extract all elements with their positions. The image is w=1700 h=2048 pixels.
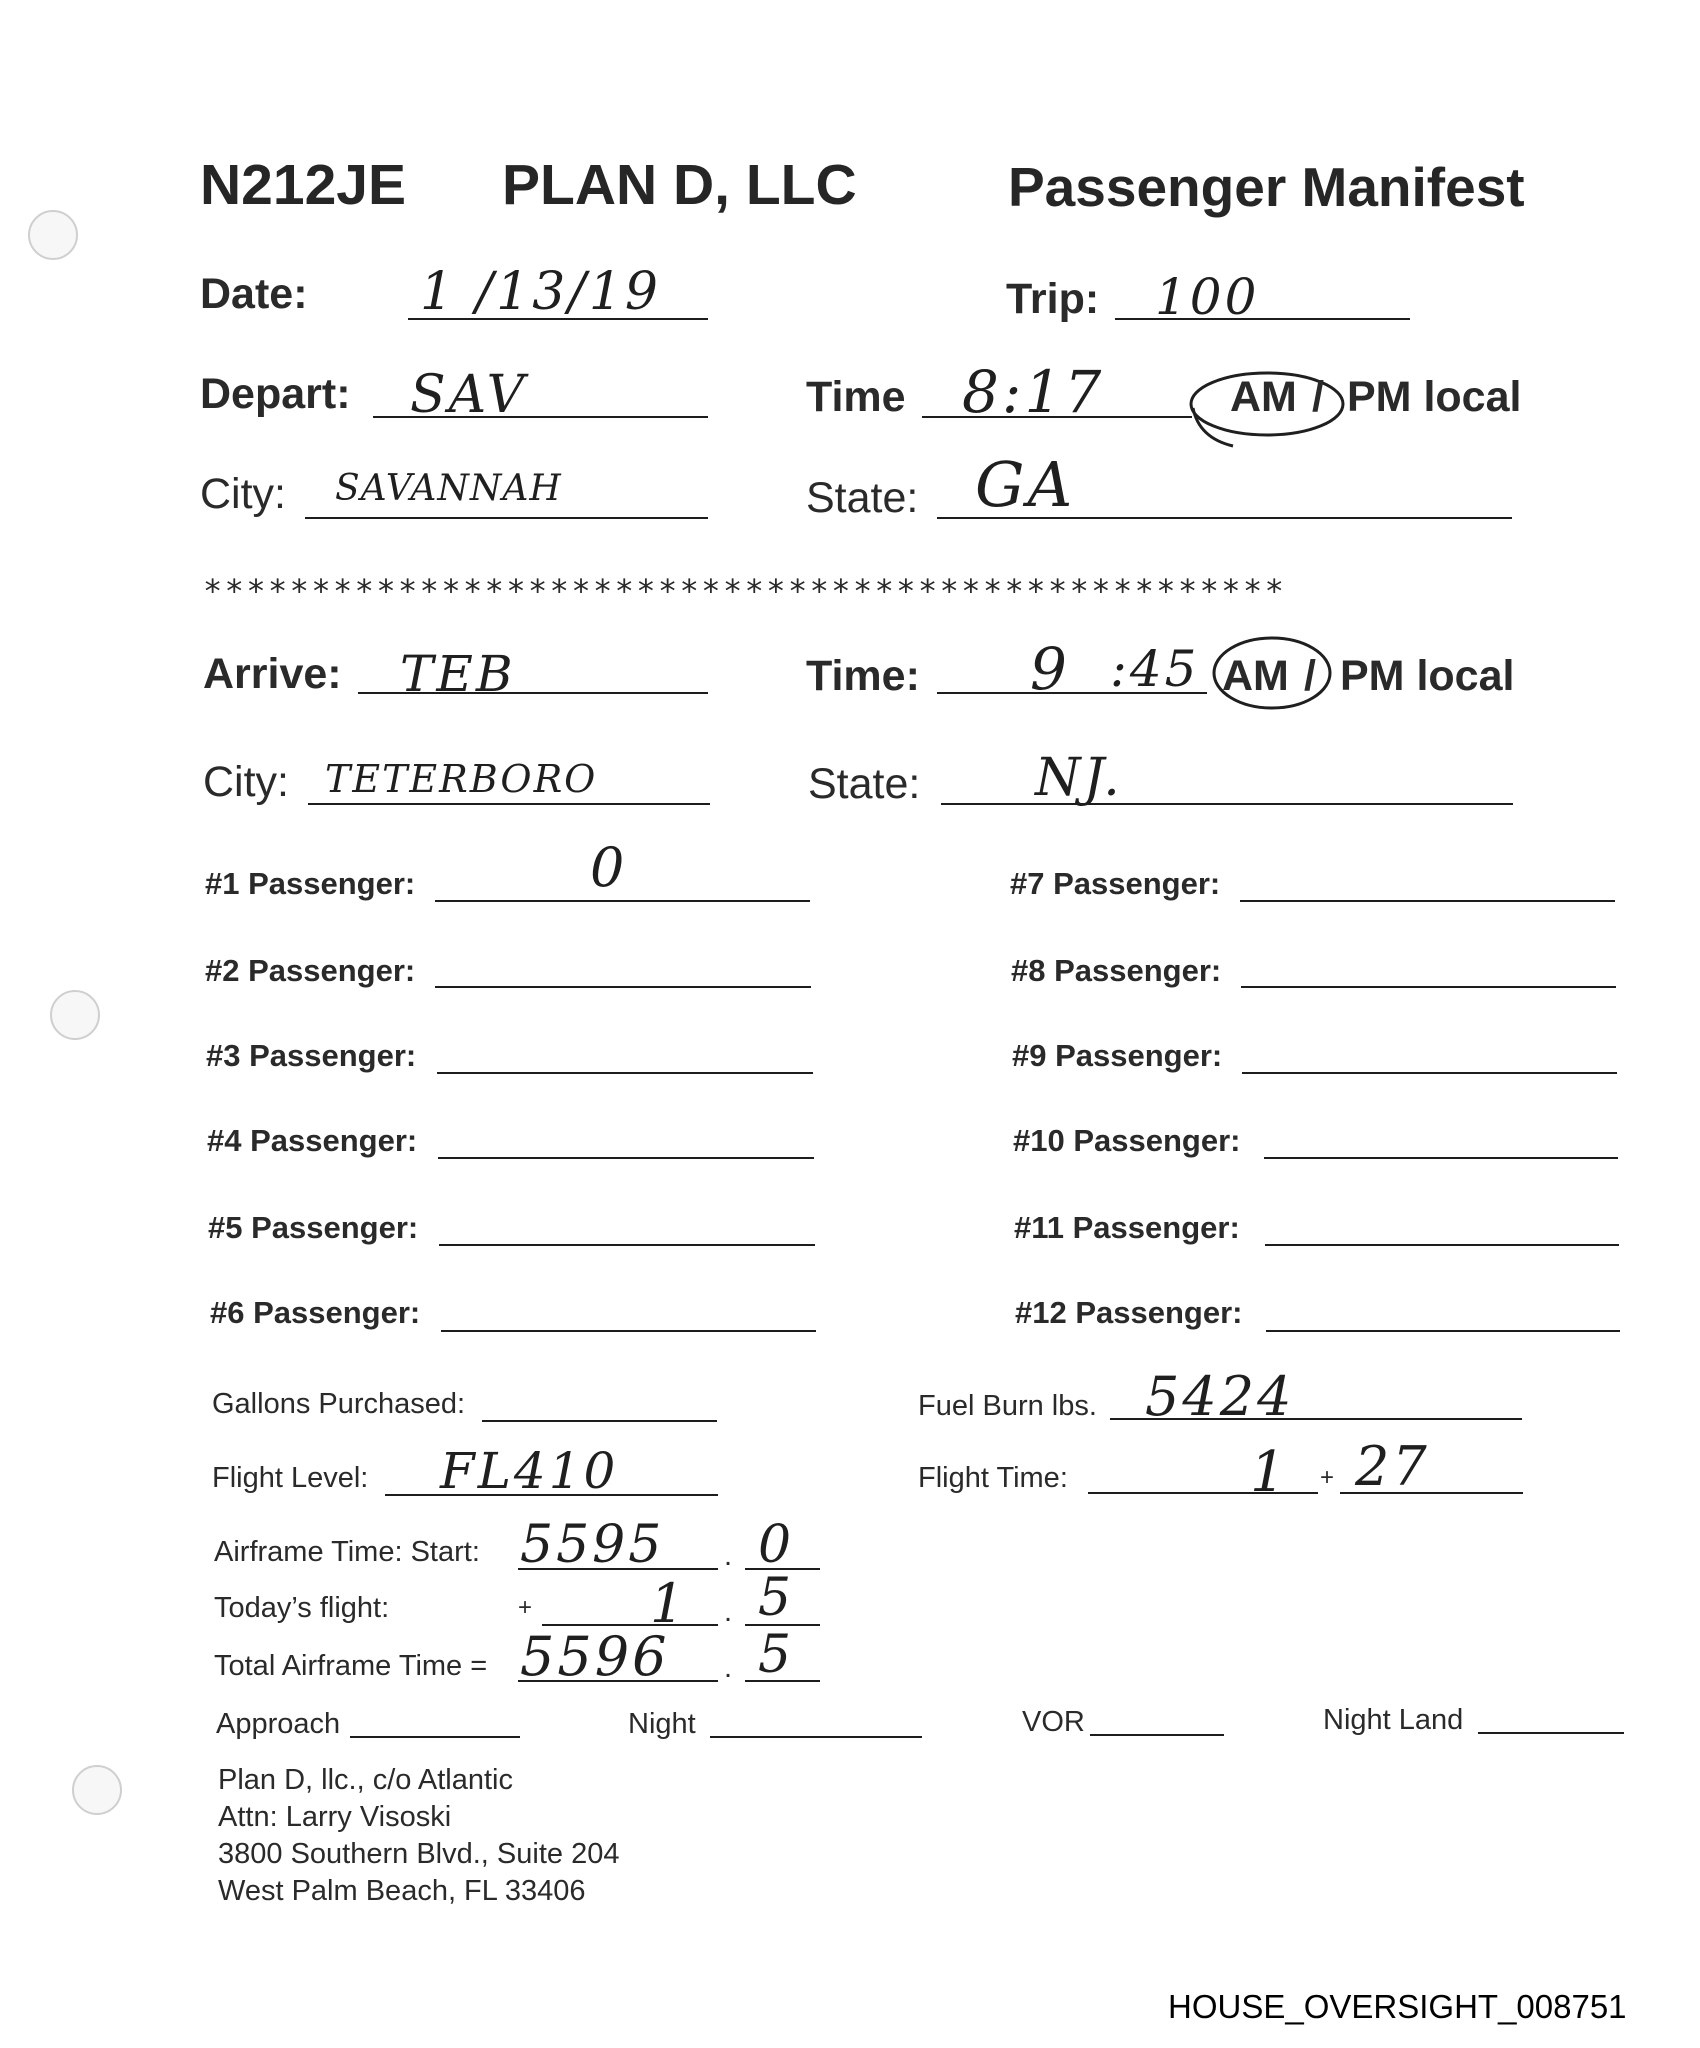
binder-hole-middle [50, 990, 100, 1040]
arrive-state-label: State: [808, 760, 921, 808]
passenger-12-label: #12 Passenger: [1015, 1295, 1243, 1330]
arrive-city-value[interactable]: TETERBORO [325, 757, 598, 801]
night-line [710, 1736, 922, 1738]
passenger-10-label: #10 Passenger: [1013, 1123, 1241, 1158]
flight-level-value[interactable]: FL410 [440, 1442, 619, 1500]
total-airframe-whole[interactable]: 5596 [520, 1625, 670, 1688]
date-label: Date: [200, 270, 308, 318]
airframe-start-whole[interactable]: 5595 [520, 1515, 665, 1575]
depart-state-value[interactable]: GA [975, 448, 1076, 521]
date-value[interactable]: 1 /13/19 [420, 262, 661, 322]
today-flight-whole[interactable]: 1 [650, 1572, 688, 1635]
address-line-3: 3800 Southern Blvd., Suite 204 [218, 1838, 620, 1870]
arrive-city-label: City: [203, 758, 289, 806]
arrive-state-line [941, 803, 1513, 805]
depart-city-value[interactable]: SAVANNAH [335, 468, 562, 509]
vor-line [1090, 1734, 1224, 1736]
arrive-city-line [308, 803, 710, 805]
passenger-1-label: #1 Passenger: [205, 866, 416, 901]
passenger-1-value[interactable]: 0 [590, 836, 628, 899]
night-land-label: Night Land [1323, 1704, 1464, 1736]
address-line-2: Attn: Larry Visoski [218, 1801, 452, 1833]
depart-state-label: State: [806, 474, 919, 522]
passenger-5-line [439, 1244, 815, 1246]
separator-stars: ************************************************** [203, 572, 1287, 610]
flight-time-hours[interactable]: 1 [1250, 1440, 1289, 1505]
gallons-line [482, 1420, 717, 1422]
passenger-3-line [437, 1072, 813, 1074]
total-airframe-dec[interactable]: 5 [758, 1625, 795, 1685]
page-title: Passenger Manifest [1008, 156, 1525, 218]
passenger-11-label: #11 Passenger: [1014, 1210, 1240, 1245]
depart-value[interactable]: SAV [410, 365, 528, 425]
flight-level-label: Flight Level: [212, 1462, 369, 1494]
passenger-9-label: #9 Passenger: [1012, 1038, 1223, 1073]
airframe-start-dec[interactable]: 0 [758, 1515, 795, 1575]
arrive-label: Arrive: [203, 650, 342, 698]
approach-line [350, 1736, 520, 1738]
passenger-8-label: #8 Passenger: [1011, 953, 1222, 988]
passenger-1-line [435, 900, 810, 902]
binder-hole-top [28, 210, 78, 260]
depart-time-value[interactable]: 8:17 [962, 358, 1105, 426]
today-flight-dot: . [724, 1596, 733, 1628]
fuel-burn-label: Fuel Burn lbs. [918, 1390, 1097, 1422]
airframe-start-label: Airframe Time: Start: [214, 1536, 480, 1568]
passenger-8-line [1241, 986, 1616, 988]
passenger-10-line [1264, 1157, 1618, 1159]
vor-label: VOR [1022, 1706, 1085, 1738]
address-line-1: Plan D, llc., c/o Atlantic [218, 1764, 513, 1796]
passenger-12-line [1266, 1330, 1620, 1332]
bates-number: HOUSE_OVERSIGHT_008751 [1168, 1988, 1627, 2025]
address-block [218, 1762, 619, 1910]
depart-city-label: City: [200, 470, 286, 518]
depart-city-line [305, 517, 708, 519]
passenger-2-label: #2 Passenger: [205, 953, 416, 988]
arrive-time-minutes[interactable]: :45 [1110, 640, 1200, 698]
total-airframe-dot: . [724, 1652, 733, 1684]
flight-time-label: Flight Time: [918, 1462, 1068, 1494]
passenger-7-line [1240, 900, 1615, 902]
passenger-6-label: #6 Passenger: [210, 1295, 421, 1330]
fuel-burn-value[interactable]: 5424 [1145, 1365, 1295, 1428]
arrive-time-label: Time: [806, 652, 920, 700]
address-line-4: West Palm Beach, FL 33406 [218, 1875, 586, 1907]
arrive-pm-local: PM local [1340, 652, 1515, 700]
depart-time-label: Time [806, 373, 906, 421]
passenger-11-line [1265, 1244, 1619, 1246]
arrive-am: AM [1222, 652, 1289, 700]
passenger-6-line [441, 1330, 816, 1332]
today-flight-plus: + [518, 1594, 533, 1621]
airframe-start-dot: . [724, 1540, 733, 1572]
arrive-state-value[interactable]: NJ. [1035, 748, 1123, 808]
passenger-7-label: #7 Passenger: [1010, 866, 1221, 901]
arrive-time-hour[interactable]: 9 [1030, 635, 1070, 703]
today-flight-dec[interactable]: 5 [758, 1568, 795, 1628]
flight-time-minutes[interactable]: 27 [1355, 1435, 1430, 1498]
arrive-slash: / [1304, 652, 1316, 700]
passenger-4-label: #4 Passenger: [207, 1123, 418, 1158]
depart-am: AM [1230, 373, 1297, 421]
trip-label: Trip: [1006, 275, 1100, 323]
depart-slash: / [1312, 373, 1324, 421]
approach-label: Approach [216, 1708, 341, 1740]
total-airframe-label: Total Airframe Time = [214, 1650, 488, 1682]
depart-label: Depart: [200, 370, 351, 418]
binder-hole-bottom [72, 1765, 122, 1815]
trip-value[interactable]: 100 [1155, 268, 1260, 326]
night-land-line [1478, 1732, 1624, 1734]
gallons-label: Gallons Purchased: [212, 1388, 466, 1420]
passenger-2-line [435, 986, 811, 988]
today-flight-label: Today’s flight: [214, 1592, 390, 1624]
passenger-5-label: #5 Passenger: [208, 1210, 419, 1245]
passenger-3-label: #3 Passenger: [206, 1038, 417, 1073]
passenger-4-line [438, 1157, 814, 1159]
flight-time-plus: + [1320, 1464, 1335, 1491]
arrive-value[interactable]: TEB [400, 645, 516, 703]
tail-number: N212JE [200, 153, 406, 217]
company-name: PLAN D, LLC [502, 153, 857, 217]
depart-pm-local: PM local [1347, 373, 1522, 421]
passenger-9-line [1242, 1072, 1617, 1074]
night-label: Night [628, 1708, 696, 1740]
